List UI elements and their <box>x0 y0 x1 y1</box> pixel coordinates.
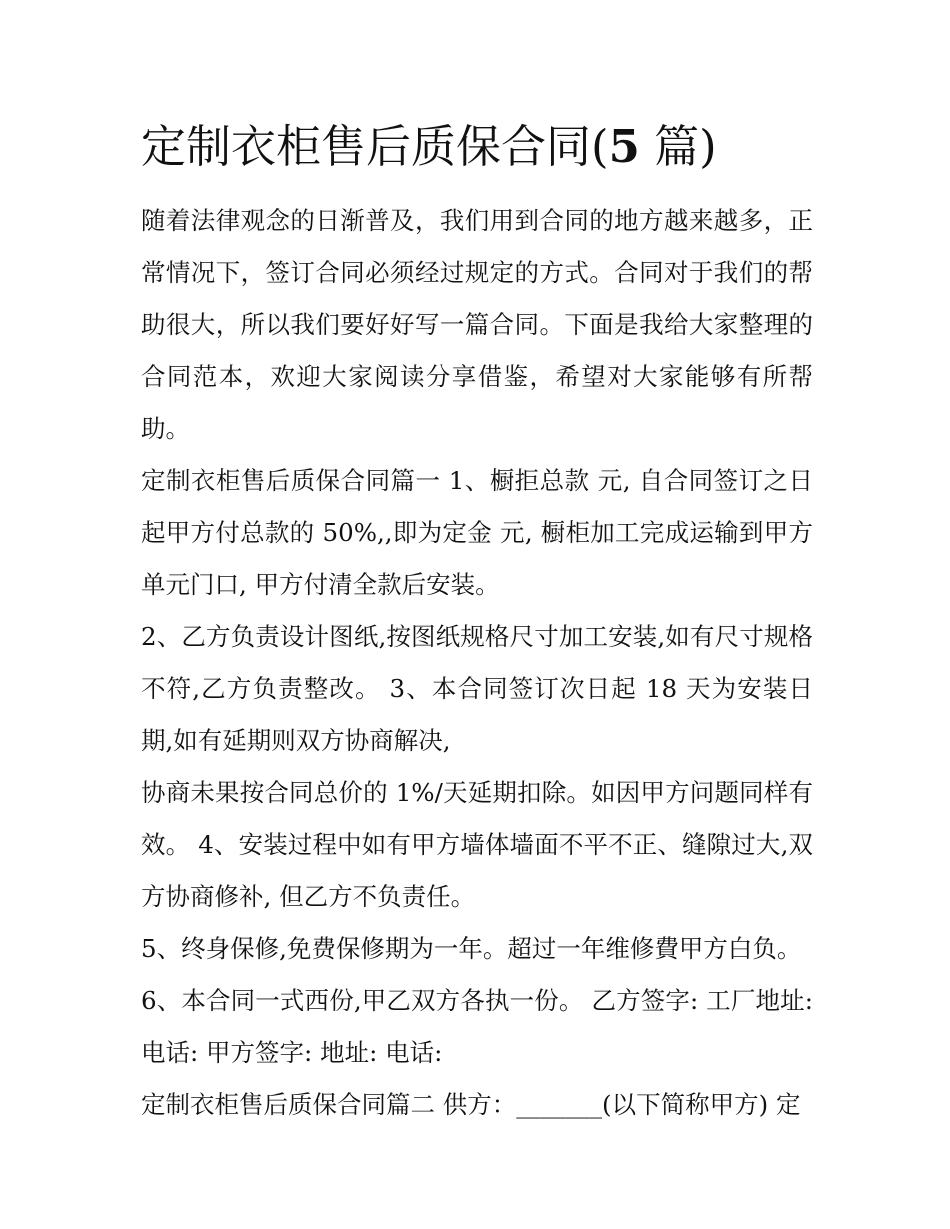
document-title-text: 定制衣柜售后质保合同( <box>141 120 609 173</box>
contract-one-clause-3-4: 协商未果按合同总价的 1%/天延期扣除。如因甲方问题同样有效。 4、安装过程中如有甲方墙体墙面不平不正、缝隙过大,双方协商修补, 但乙方不负责任。 <box>141 778 813 911</box>
intro-paragraph: 随着法律观念的日渐普及，我们用到合同的地方越来越多，正常情况下，签订合同必须经过规定的方式。合同对于我们的帮助很大，所以我们要好好写一篇合同。下面是我给大家整理的合同范本，欢迎大家阅读分享借鉴，希望对大家能够有所帮助。 <box>141 206 813 443</box>
contract-two-heading: 定制衣柜售后质保合同篇二 供方：_______(以下简称甲方) 定 <box>141 1090 801 1119</box>
contract-one-clause-1: 定制衣柜售后质保合同篇一 1、橱拒总款 元, 自合同签订之日起甲方付总款的 50%,,即为定金 元, 橱柜加工完成运输到甲方单元门口, 甲方付清全款后安装。 <box>141 466 813 599</box>
contract-one-clause-5: 5、终身保修,免费保修期为一年。超过一年维修費甲方白负。 <box>141 934 802 963</box>
contract-one-clause-6-signatures: 6、本合同一式西份,甲乙双方各执一份。 乙方签字: 工厂地址: 电话: 甲方签字: 地址: 电话: <box>141 986 813 1067</box>
document-title-count: 5 <box>608 120 640 173</box>
document-title-suffix: 篇) <box>639 120 717 173</box>
document-title <box>141 112 821 182</box>
contract-one-clause-2-3: 2、乙方负责设计图纸,按图纸规格尺寸加工安装,如有尺寸规格不符,乙方负责整改。 3、本合同签订次日起 18 天为安装日期,如有延期则双方协商解决, <box>141 622 813 755</box>
document-body <box>141 195 813 1131</box>
